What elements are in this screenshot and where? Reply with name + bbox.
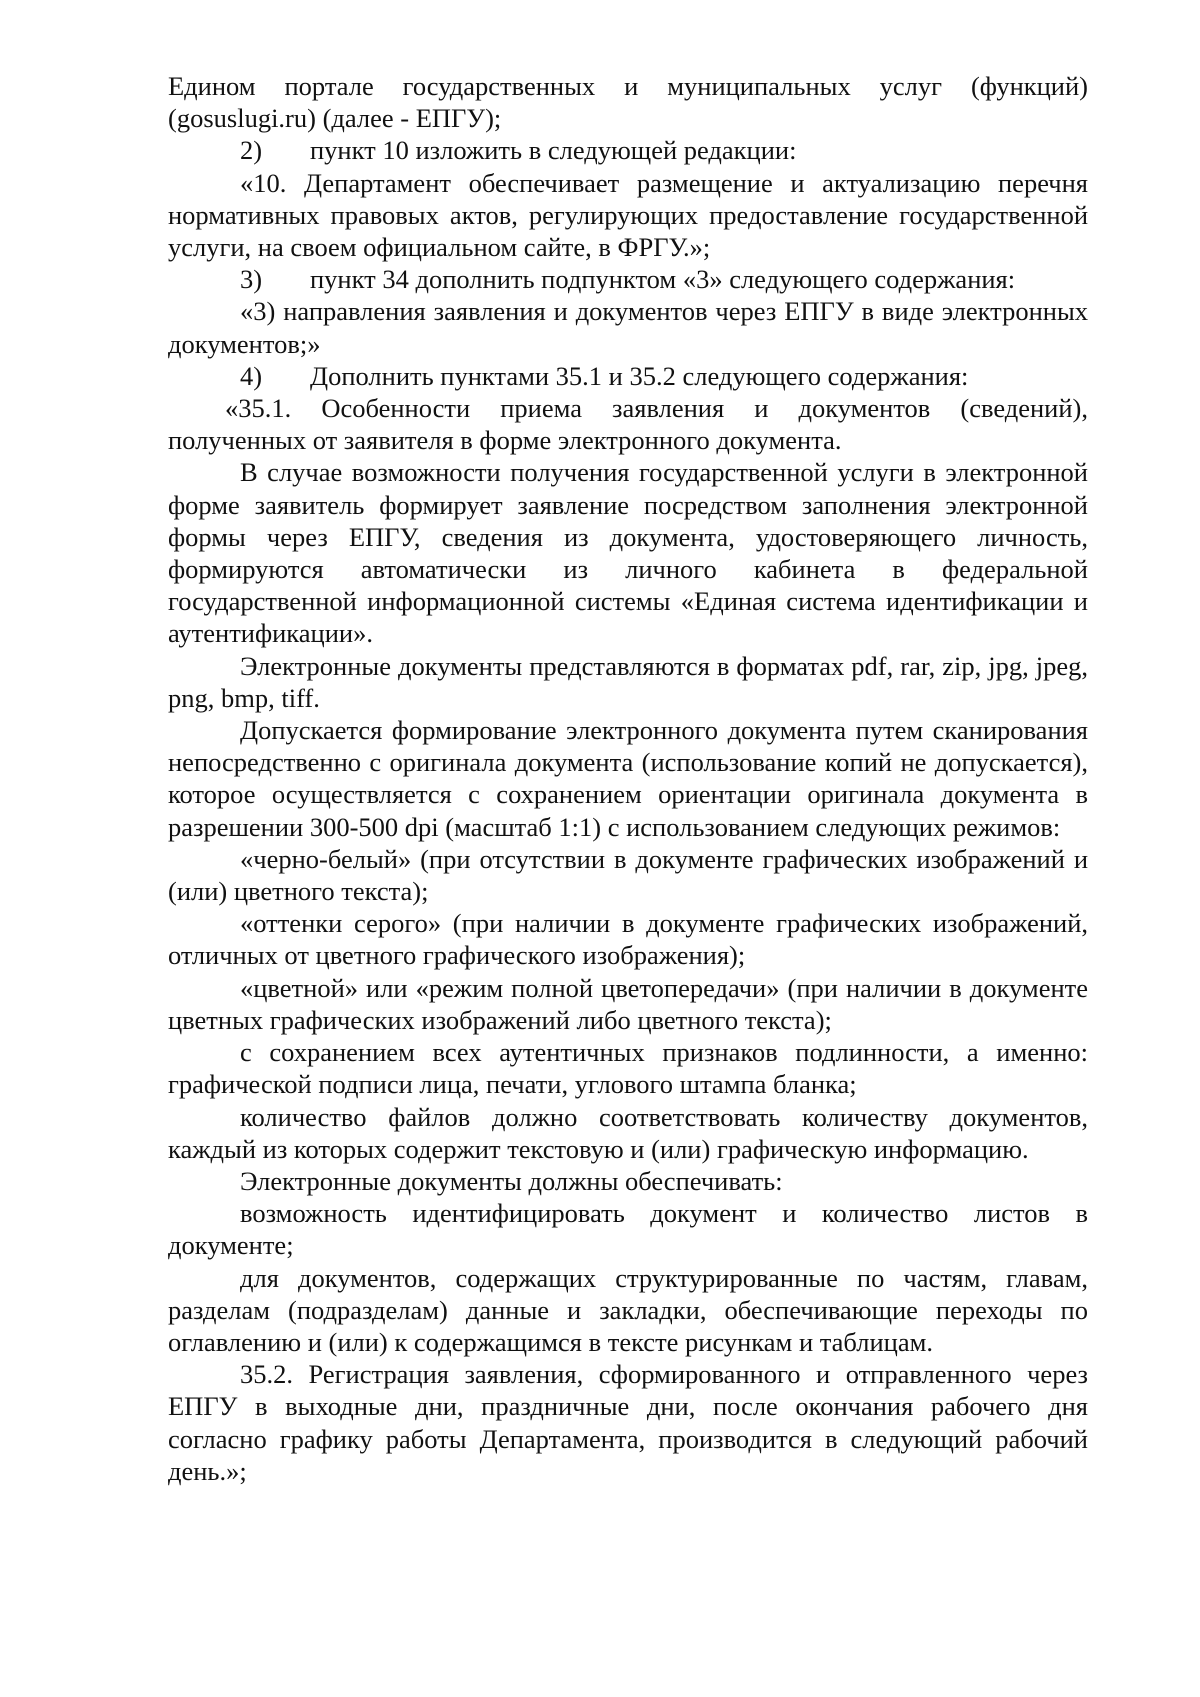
list-item-2-text: пункт 10 изложить в следующей редакции: [310, 135, 797, 166]
paragraph-scanning: Допускается формирование электронного документа путем сканирования непосредственно с оригинала документа (использование копий не допускается), которое осуществляется с сохранением ориентации оригинала документа в разрешении 300-500 dpi (масштаб 1:1) с использованием следующих режимов: [168, 715, 1088, 842]
paragraph-35-2-registration: 35.2. Регистрация заявления, сформированного и отправленного через ЕПГУ в выходные дни, праздничные дни, после окончания рабочего дня согласно графику работы Департамента, производится в следующий рабочий день.»; [168, 1359, 1088, 1486]
paragraph-file-count: количество файлов должно соответствовать количеству документов, каждый из которых содержит текстовую и (или) графическую информацию. [168, 1101, 1088, 1164]
paragraph-mode-grey: «оттенки серого» (при наличии в документе графических изображений, отличных от цветного графического изображения); [168, 908, 1088, 971]
paragraph-authenticity: с сохранением всех аутентичных признаков подлинности, а именно: графической подписи лица, печати, углового штампа бланка; [168, 1037, 1088, 1100]
paragraph-requirement-identify: возможность идентифицировать документ и количество листов в документе; [168, 1198, 1088, 1261]
paragraph-electronic-form: В случае возможности получения государственной услуги в электронной форме заявитель формирует заявление посредством заполнения электронной формы через ЕПГУ, сведения из документа, удостоверяющего личность, формируются автоматически из личного кабинета в федеральной государственной информационной системы «Единая система идентификации и аутентификации». [168, 457, 1088, 649]
list-item-3-number: 3) [240, 264, 263, 295]
paragraph-subpoint-3: «3) направления заявления и документов через ЕПГУ в виде электронных документов;» [168, 296, 1088, 359]
list-item-4-text: Дополнить пунктами 35.1 и 35.2 следующего содержания: [310, 360, 969, 391]
paragraph-35-1-title: «35.1. Особенности приема заявления и документов (сведений), полученных от заявителя в форме электронного документа. [168, 393, 1088, 456]
paragraph-mode-color: «цветной» или «режим полной цветопередачи» (при наличии в документе цветных графических изображений либо цветного текста); [168, 972, 1088, 1035]
paragraph-epgu-intro: Едином портале государственных и муниципальных услуг (функций) (gosuslugi.ru) (далее - ЕПГУ); [168, 71, 1088, 134]
list-item-4-number: 4) [240, 360, 263, 391]
paragraph-mode-bw: «черно-белый» (при отсутствии в документе графических изображений и (или) цветного текста); [168, 843, 1088, 907]
list-item-4 [168, 360, 1088, 392]
paragraph-point-10: «10. Департамент обеспечивает размещение и актуализацию перечня нормативных правовых актов, регулирующих предоставление государственной услуги, на своем официальном сайте, в ФРГУ.»; [168, 167, 1088, 263]
list-item-3 [168, 263, 1088, 295]
list-item-2-number: 2) [240, 135, 263, 166]
document-page [168, 70, 1088, 1487]
paragraph-formats: Электронные документы представляются в форматах pdf, rar, zip, jpg, jpeg, png, bmp, tiff. [168, 650, 1088, 713]
list-item-3-text: пункт 34 дополнить подпунктом «3» следующего содержания: [310, 264, 1016, 295]
list-item-2 [168, 134, 1088, 166]
paragraph-requirement-structure: для документов, содержащих структурированные по частям, главам, разделам (подразделам) данные и закладки, обеспечивающие переходы по оглавлению и (или) к содержащимся в тексте рисункам и таблицам. [168, 1262, 1088, 1357]
paragraph-requirements-intro: Электронные документы должны обеспечивать: [240, 1165, 783, 1196]
